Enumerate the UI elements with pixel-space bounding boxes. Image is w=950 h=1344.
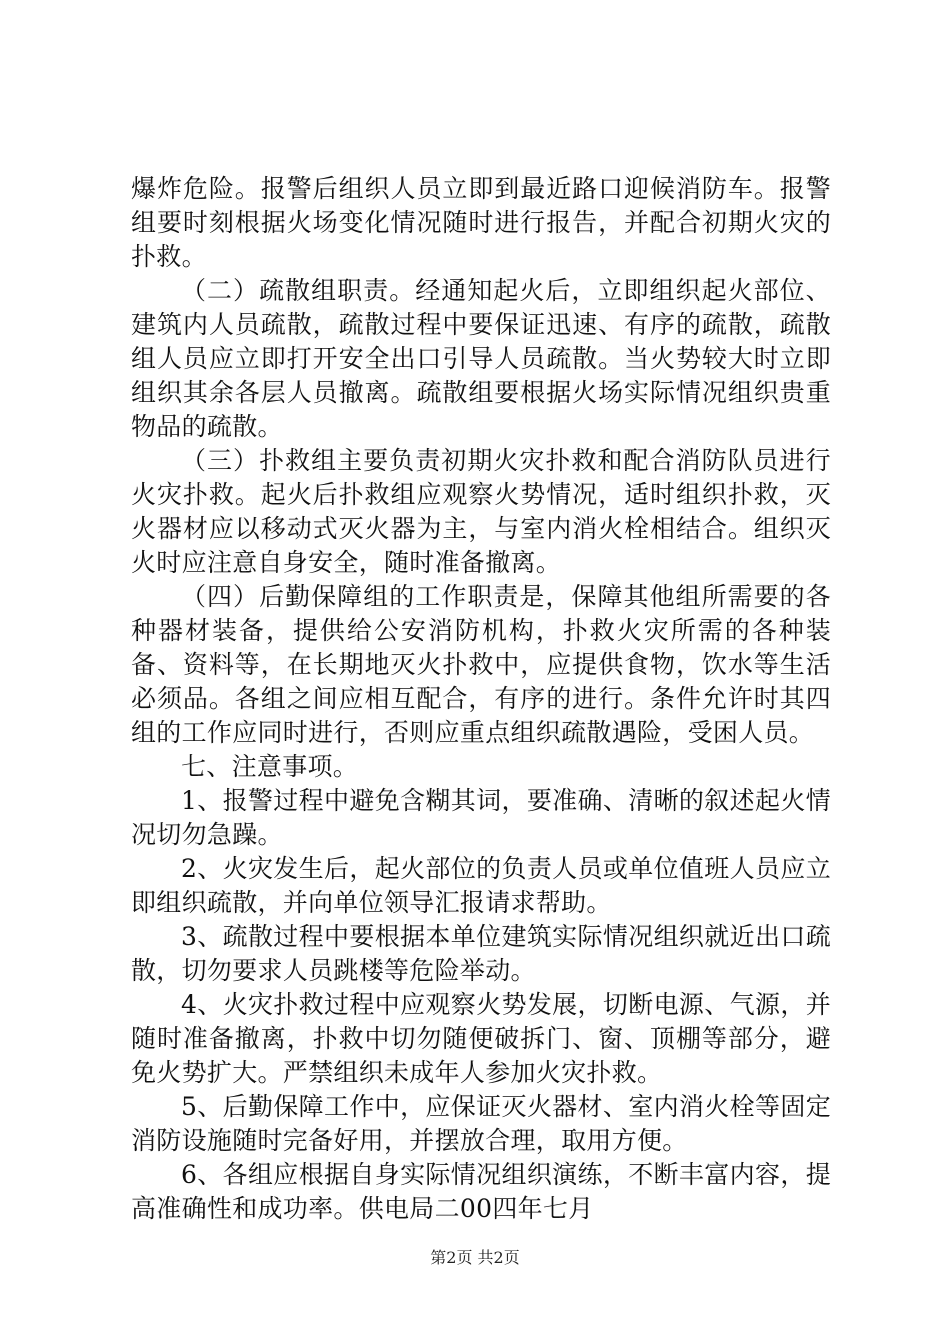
paragraph-4: （四）后勤保障组的工作职责是，保障其他组所需要的各种器材装备，提供给公安消防机构，扑救火灾所需的各种装备、资料等，在长期地灭火扑救中，应提供食物，饮水等生活必须品。各组之间应相互配合，有序的进行。条件允许时其四组的工作应同时进行，否则应重点组织疏散遇险，受困人员。 — [131, 582, 831, 747]
note-item-2: 2、火灾发生后，起火部位的负责人员或单位值班人员应立即组织疏散，并向单位领导汇报请求帮助。 — [131, 854, 831, 917]
paragraph-3: （三）扑救组主要负责初期火灾扑救和配合消防队员进行火灾扑救。起火后扑救组应观察火势情况，适时组织扑救，灭火器材应以移动式灭火器为主，与室内消火栓相结合。组织灭火时应注意自身安全，随时准备撤离。 — [131, 446, 831, 577]
note-item-1: 1、报警过程中避免含糊其词，要准确、清晰的叙述起火情况切勿急躁。 — [131, 786, 831, 849]
note-item-6: 6、各组应根据自身实际情况组织演练，不断丰富内容，提高准确性和成功率。供电局二00四年七月 — [131, 1160, 831, 1223]
note-item-3: 3、疏散过程中要根据本单位建筑实际情况组织就近出口疏散，切勿要求人员跳楼等危险举动。 — [131, 922, 831, 985]
section-heading: 七、注意事项。 — [181, 752, 359, 781]
paragraph-1: 爆炸危险。报警后组织人员立即到最近路口迎候消防车。报警组要时刻根据火场变化情况随时进行报告，并配合初期火灾的扑救。 — [131, 174, 831, 271]
note-item-5: 5、后勤保障工作中，应保证灭火器材、室内消火栓等固定消防设施随时完备好用，并摆放合理，取用方便。 — [131, 1092, 831, 1155]
document-body — [131, 172, 831, 1226]
paragraph-2: （二）疏散组职责。经通知起火后，立即组织起火部位、建筑内人员疏散，疏散过程中要保证迅速、有序的疏散，疏散组人员应立即打开安全出口引导人员疏散。当火势较大时立即组织其余各层人员撤离。疏散组要根据火场实际情况组织贵重物品的疏散。 — [131, 276, 831, 441]
note-item-4: 4、火灾扑救过程中应观察火势发展，切断电源、气源，并随时准备撤离，扑救中切勿随便破拆门、窗、顶棚等部分，避免火势扩大。严禁组织未成年人参加火灾扑救。 — [131, 990, 831, 1087]
page-number: 第2页 共2页 — [430, 1248, 520, 1267]
